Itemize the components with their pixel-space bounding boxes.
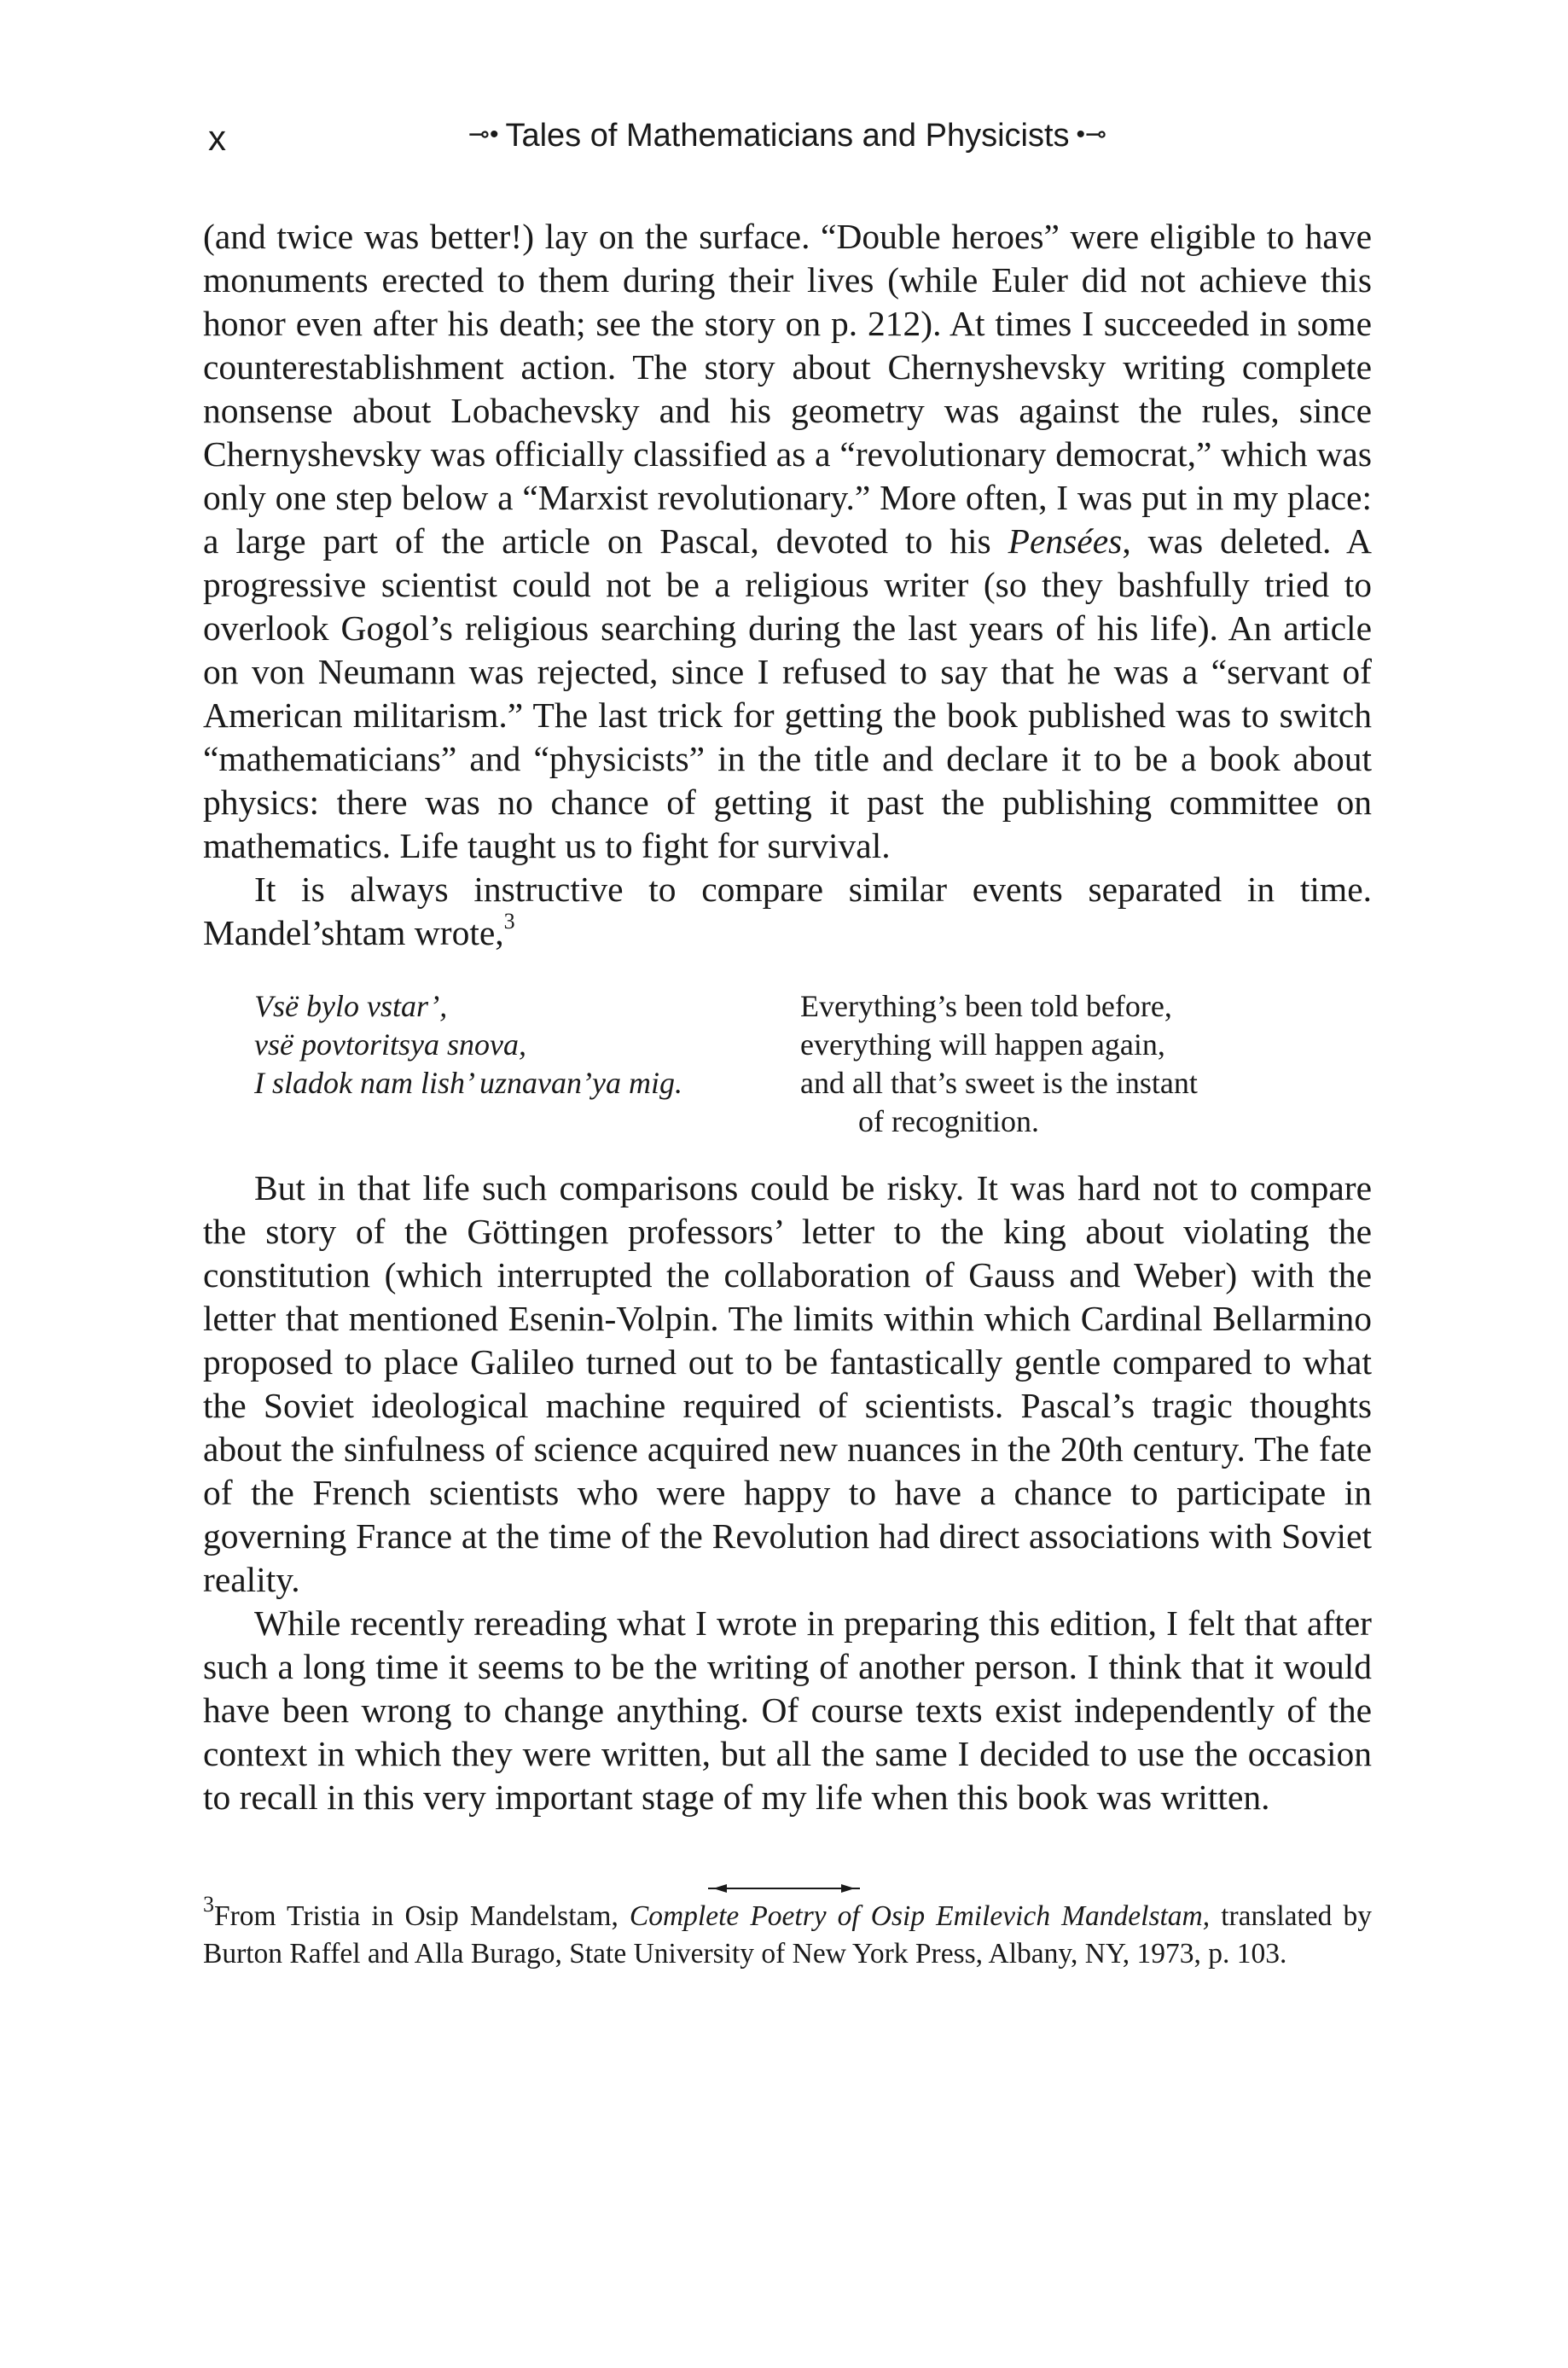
paragraph-1 (203, 215, 1372, 868)
paragraph-4: While recently rereading what I wrote in preparing this edition, I felt that after such a long time it seems to be the writing of another person. I think that it would have been wrong to change anything. Of course texts exist independently of the context in which they were written, but all the same I decided to use the occasion to recall in this very important stage of my life when this book was written. (203, 1603, 1372, 1817)
pensees-title: Pensées (1008, 521, 1123, 561)
verse-block (254, 987, 1372, 1141)
footnote-text-a: From Tristia in Osip Mandelstam, (214, 1900, 630, 1932)
page-number: x (208, 118, 226, 158)
verse-russian (254, 987, 800, 1141)
running-title: Tales of Mathematicians and Physicists (505, 118, 1070, 154)
body-text (203, 215, 1372, 1819)
running-title-line (203, 118, 1372, 154)
paragraph-2-text: It is always instructive to compare similar events separated in time. Mandel’shtam wrote, (203, 870, 1372, 952)
ornament-left-icon: ⊸• (467, 120, 499, 148)
footnote-reference[interactable]: 3 (503, 909, 515, 934)
footnote-text-c: translated by Burton Raffel and Alla Burago, State University of New York Press, Albany, NY, 1973, p. 103. (203, 1900, 1372, 1969)
verse-russian-line: vsë povtoritsya snova, (254, 1027, 526, 1062)
paragraph-2 (203, 868, 1372, 955)
verse-english (800, 987, 1346, 1141)
paragraph-1-part-a: (and twice was better!) lay on the surface. “Double heroes” were eligible to have monuments erected to them during their lives (while Euler did not achieve this honor even after his death; see the story on p. 212). At times I succeeded in some counterestablishment action. The story about Chernyshevsky writing complete nonsense about Lobachevsky and his geometry was against the rules, since Chernyshevsky was officially classified as a “revolutionary democrat,” which was only one step below a “Marxist revolutionary.” More often, I was put in my place: a large part of the article on Pascal, devoted to his (203, 217, 1372, 561)
verse-english-line: everything will happen again, (800, 1027, 1165, 1062)
running-header (203, 118, 1372, 169)
footnote-rule (0, 1880, 1568, 1897)
verse-russian-line: I sladok nam lish’ uznavan’ya mig. (254, 1066, 682, 1100)
footnote-book-title: Complete Poetry of Osip Emilevich Mandelstam, (629, 1900, 1211, 1932)
ornament-right-icon: •⊸ (1076, 120, 1107, 148)
paragraph-3: But in that life such comparisons could be risky. It was hard not to compare the story of the Göttingen professors’ letter to the king about violating the constitution (which interrupted the collaboration of Gauss and Weber) with the letter that mentioned Esenin-Volpin. The limits within which Cardinal Bellarmino proposed to place Galileo turned out to be fantastically gentle compared to what the Soviet ideological machine required of scientists. Pascal’s tragic thoughts about the sinfulness of science acquired new nuances in the 20th century. The fate of the French scientists who were happy to have a chance to participate in governing France at the time of the Revolution had direct associations with Soviet reality. (203, 1168, 1372, 1599)
verse-english-line: of recognition. (858, 1104, 1039, 1138)
footnote (203, 1891, 1372, 1973)
verse-english-line: and all that’s sweet is the instant (800, 1066, 1198, 1100)
verse-russian-line: Vsë bylo vstar’, (254, 989, 448, 1023)
paragraph-1-part-c: , was deleted. A progressive scientist could not be a religious writer (so they bashfully tried to overlook Gogol’s religious searching during the last years of his life). An article on von Neumann was rejected, since I refused to say that he was a “servant of American militarism.” The last trick for getting the book published was to switch “mathematicians” and “physicists” in the title and declare it to be a book about physics: there was no chance of getting it past the publishing committee on mathematics. Life taught us to fight for survival. (203, 521, 1372, 865)
footnote-mark: 3 (203, 1891, 214, 1917)
verse-english-line: Everything’s been told before, (800, 989, 1172, 1023)
